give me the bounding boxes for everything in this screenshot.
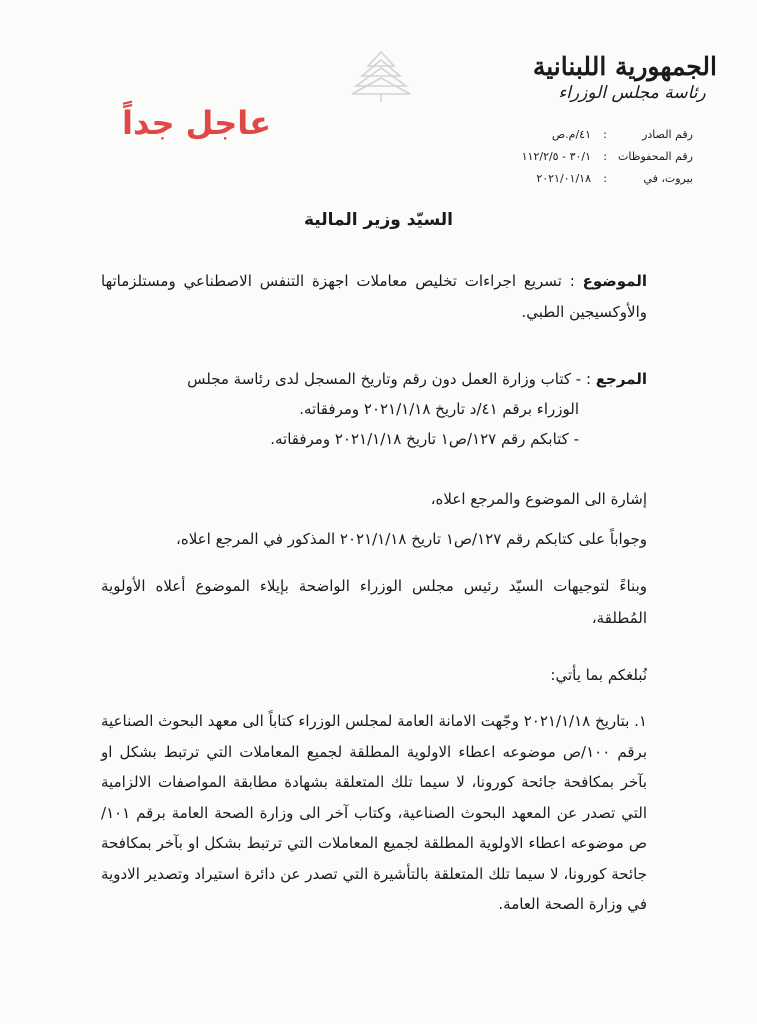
ref-colon: : [603, 172, 607, 185]
urgent-stamp: عاجل جداً [122, 104, 272, 142]
ref-label: رقم المحفوظات [618, 150, 693, 163]
ref-label: بيروت، في [643, 172, 693, 185]
reference-line-1 [101, 364, 647, 394]
numbered-item-1: ١. بتاريخ ٢٠٢١/١/١٨ وجّهت الامانة العامة لمجلس الوزراء كتاباً الى معهد البحوث الصناعية برقم ١٠٠/ص موضوعه اعطاء الاولوية المطلقة لجميع المعاملات التي ترتبط بشكل او بآخر بمكافحة جائحة كورونا، لا سيما تلك المتعلقة بشهادة مطابقة المواصفات الالزامية التي تصدر عن المعهد البحوث الصناعية، وكتاب آخر الى وزارة الصحة العامة برقم ١٠١/ص موضوعه اعطاء الاولوية المطلقة لجميع المعاملات التي ترتبط بشكل او بآخر بمكافحة جائحة كورونا، لا سيما تلك المتعلقة بالتأشيرة التي تصدر عن دائرة استيراد وتصدير الادوية في وزارة الصحة العامة. [101, 712, 647, 913]
ref-value: ٢٠٢١/٠١/١٨ [536, 172, 591, 185]
paragraph-reference-intro: إشارة الى الموضوع والمرجع اعلاه، [430, 490, 647, 508]
letterhead [532, 52, 717, 104]
ref-colon: : [603, 150, 607, 163]
addressee: السيّد وزير المالية [303, 210, 454, 230]
subject-separator: : [561, 272, 583, 290]
reference-separator: : [581, 370, 596, 388]
ref-value: ٣٠/١ - ١١٢/٢/٥ [521, 150, 591, 163]
reference-line-2: الوزراء برقم ٤١/د تاريخ ٢٠٢١/١/١٨ ومرفقاته. [299, 400, 579, 418]
archive-number-row [453, 146, 693, 168]
paragraph-reply: وجواباً على كتابكم رقم ١٢٧/ص١ تاريخ ٢٠٢١/١/١٨ المذكور في المرجع اعلاه، [176, 530, 647, 548]
reference-line-3: - كتابكم رقم ١٢٧/ص١ تاريخ ٢٠٢١/١/١٨ ومرفقاته. [270, 430, 579, 448]
paragraph-directives: وبناءً لتوجيهات السيّد رئيس مجلس الوزراء الواضحة بإيلاء الموضوع أعلاه الأولوية المُطلقة، [101, 577, 647, 627]
outgoing-number-row [453, 124, 693, 146]
reference-text-1: - كتاب وزارة العمل دون رقم وتاريخ المسجل لدى رئاسة مجلس [187, 370, 582, 388]
reference-label: المرجع [595, 370, 647, 388]
ref-label: رقم الصادر [642, 128, 693, 141]
cedar-emblem-icon [346, 48, 416, 104]
letterhead-republic: الجمهورية اللبنانية [532, 52, 717, 81]
reference-block [101, 364, 647, 454]
paragraph-notice: نُبلغكم بما يأتي: [550, 666, 647, 684]
letterhead-presidency: رئاسة مجلس الوزراء [558, 83, 706, 103]
reference-numbers [453, 124, 693, 190]
ref-colon: : [603, 128, 607, 141]
subject-label: الموضوع [582, 272, 648, 290]
subject-block [101, 266, 647, 328]
date-row [453, 168, 693, 190]
subject-text: تسريع اجراءات تخليص معاملات اجهزة التنفس الاصطناعي ومستلزماتها والأوكسيجين الطبي. [101, 272, 647, 321]
ref-value: ٤١/م.ص [551, 128, 591, 141]
